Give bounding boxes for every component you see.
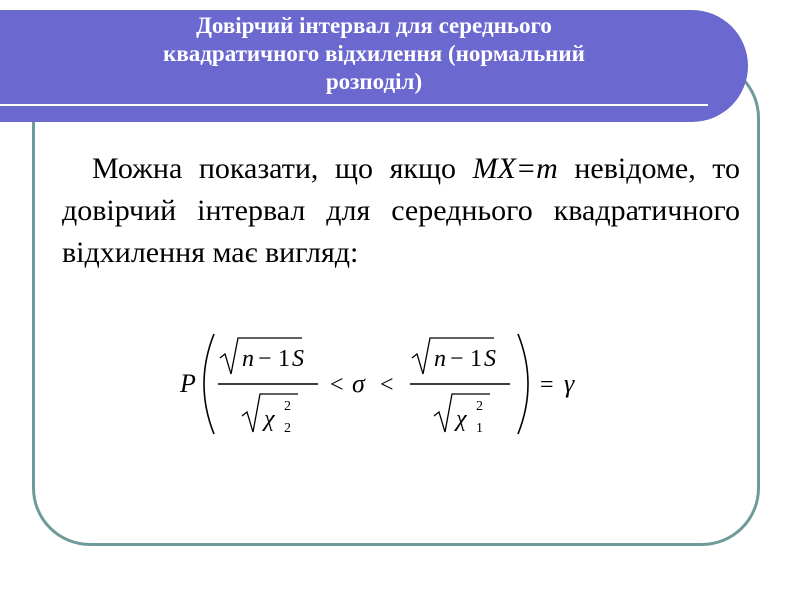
svg-text:S: S [292, 346, 304, 372]
svg-text:χ: χ [456, 406, 467, 432]
svg-text:n: n [242, 346, 254, 372]
formula-right-paren [518, 334, 528, 434]
svg-text:χ: χ [264, 406, 275, 432]
title-line-1: Довірчий інтервал для середнього [196, 13, 552, 38]
formula-sigma: σ [352, 369, 365, 398]
svg-text:2: 2 [284, 421, 291, 436]
fraction-2-denominator [434, 394, 490, 436]
svg-text:−: − [450, 346, 464, 372]
formula-equals: = [540, 372, 554, 398]
fraction-1-denominator [242, 394, 298, 436]
svg-text:−: − [258, 346, 272, 372]
svg-text:n: n [434, 346, 446, 372]
svg-text:2: 2 [284, 399, 291, 414]
title-underline [0, 104, 708, 106]
confidence-interval-formula [180, 330, 600, 438]
content-frame [32, 60, 760, 546]
svg-text:2: 2 [476, 399, 483, 414]
fraction-1-numerator [220, 338, 304, 374]
body-text: Можна показати, що якщо MX=m невідоме, то довірчий інтервал для середнього квадратичного відхилення має вигляд: [62, 152, 740, 269]
body-paragraph [62, 148, 740, 274]
svg-text:S: S [484, 346, 496, 372]
title-line-3: розподіл) [325, 69, 423, 94]
svg-text:1: 1 [476, 421, 483, 436]
title-line-2: квадратичного відхилення (нормальний [163, 41, 585, 66]
formula-less-than-1: < [330, 372, 344, 398]
formula-symbol-p: P [180, 369, 196, 398]
svg-text:1: 1 [470, 346, 482, 372]
formula-less-than-2: < [380, 372, 394, 398]
formula-left-paren [204, 334, 214, 434]
expectation-expression: MX=m [472, 152, 558, 185]
fraction-2-numerator [412, 338, 496, 374]
svg-text:1: 1 [278, 346, 290, 372]
slide-title [0, 12, 748, 96]
formula-gamma: γ [564, 369, 575, 398]
